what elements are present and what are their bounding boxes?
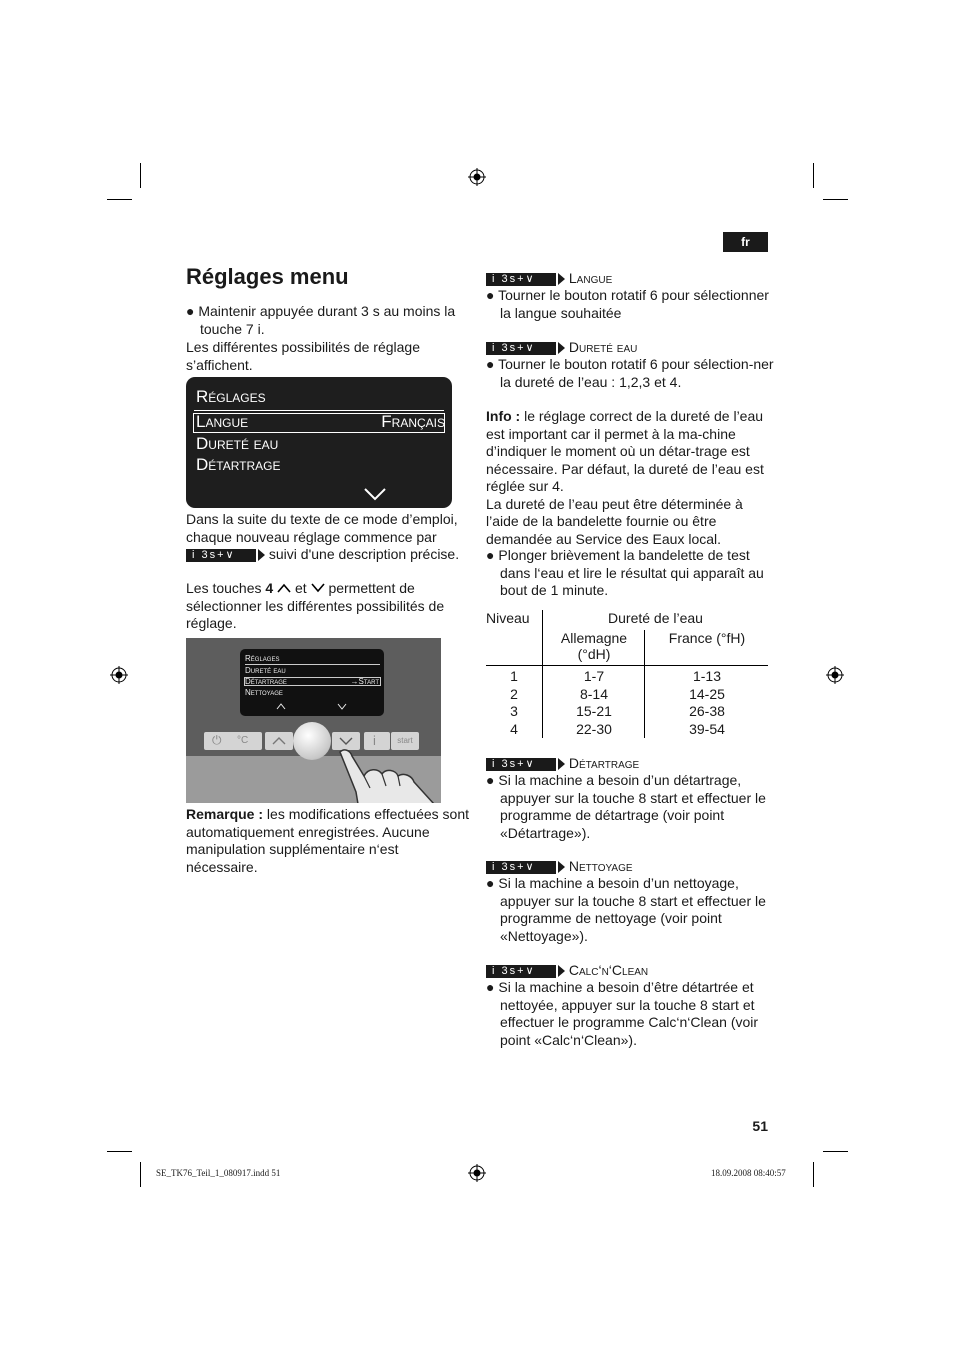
table-cell-fr: 1-13 (692, 668, 722, 684)
chevron-up-icon (272, 737, 286, 745)
chevron-down-icon (364, 488, 386, 501)
language-tab: fr (723, 232, 768, 252)
settings-bar-icon: i 3s+∨ (486, 342, 556, 355)
hand-pointer-icon (334, 746, 441, 803)
arrow-right-icon (558, 965, 565, 977)
settings-bar-icon: i 3s+∨ (186, 549, 256, 562)
start-button[interactable]: start (391, 732, 419, 750)
crop-mark (823, 1151, 848, 1152)
page-number: 51 (752, 1118, 768, 1134)
arrow-right-icon (558, 758, 565, 770)
arrow-right-icon (558, 273, 565, 285)
arrow-right-icon (558, 861, 565, 873)
section-heading-detartrage: i 3s+∨ Détartrage (486, 755, 639, 773)
settings-bar-icon: i 3s+∨ (486, 758, 556, 771)
table-header-de: Allemagne (°dH) (560, 630, 628, 662)
table-header-durete: Dureté de l’eau (608, 610, 703, 626)
chevron-down-icon (337, 703, 347, 710)
table-cell-de: 1-7 (583, 668, 605, 684)
chevron-up-icon (276, 703, 286, 710)
settings-bar-icon: i 3s+∨ (486, 273, 556, 286)
table-cell-de: 15-21 (576, 703, 612, 719)
instruction-bullet: ● Tourner le bouton rotatif 6 pour sélection-ner la dureté de l’eau : 1,2,3 et 4. (486, 356, 774, 390)
arrow-right-icon (558, 342, 565, 354)
paragraph: Les touches 4 et permettent de sélectionner les différentes possibilités de réglage. (186, 580, 445, 631)
section-heading-langue: i 3s+∨ Langue (486, 270, 612, 288)
registration-mark-icon (468, 168, 486, 186)
section-heading-calc: i 3s+∨ Calc‘n‘Clean (486, 962, 648, 980)
power-button[interactable]: ⏻ °C (204, 732, 262, 750)
section-heading-nettoyage: i 3s+∨ Nettoyage (486, 858, 633, 876)
crop-mark (813, 1162, 814, 1187)
lcd-line-durete: Dureté eau (196, 434, 279, 453)
instruction-bullet: ● Si la machine a besoin d’un nettoyage, appuyer sur la touche 8 start et effectuer le programme de nettoyage (voir point «Nettoyage»). (486, 875, 766, 944)
control-panel-photo (186, 638, 441, 803)
settings-bar-icon: i 3s+∨ (486, 861, 556, 874)
lcd-divider (194, 410, 444, 411)
lcd-line-langue: Langue (196, 412, 249, 431)
footer-file-info: SE_TK76_Teil_1_080917.indd 51 (156, 1168, 281, 1178)
lcd-line-reglages: Réglages (196, 387, 266, 406)
table-cell-niveau: 1 (510, 668, 518, 684)
crop-mark (140, 1162, 141, 1187)
chevron-down-icon (311, 583, 325, 593)
info-paragraph: Info : le réglage correct de la dureté de l’eau est important car il permet à la ma-chine d’indiquer le moment où un détar-trage est nécessaire. Par défaut, la dureté de l’eau est réglée sur 4. La dureté de l’eau peut être déterminée à l’aide de la bandelette fournie ou être demandée au Service des Eaux local. (486, 408, 764, 547)
chevron-down-icon (339, 737, 353, 745)
paragraph: Les différentes possibilités de réglage s’affichent. (186, 339, 421, 373)
page-title: Réglages menu (186, 264, 349, 289)
table-cell-de: 22-30 (576, 720, 612, 737)
instruction-bullet: ● Plonger brièvement la bandelette de test dans l‘eau et lire le résultat qui apparaît au bout de 1 minute. (486, 547, 764, 598)
chevron-up-icon (277, 583, 291, 593)
crop-mark (107, 199, 132, 200)
instruction-bullet: ● Si la machine a besoin d’un détartrage, appuyer sur la touche 8 start et effectuer le programme de détartrage (voir point «Détartrage»). (486, 772, 766, 841)
registration-mark-icon (110, 666, 128, 684)
registration-mark-icon (468, 1164, 486, 1182)
table-cell-de: 8-14 (579, 685, 609, 702)
power-icon: ⏻ (212, 733, 222, 747)
table-cell-niveau: 4 (510, 720, 518, 737)
crop-mark (823, 199, 848, 200)
photo-display: Réglages Dureté eau Détartrage →Start Nettoyage (240, 649, 384, 716)
lcd-line-langue-value: Français (381, 412, 445, 431)
table-cell-niveau: 2 (510, 685, 518, 702)
remark: Remarque : les modifications effectuées sont automatiquement enregistrées. Aucune manipulation supplémentaire n‘est nécessaire. (186, 806, 469, 875)
arrow-right-icon (258, 549, 265, 561)
up-button[interactable] (265, 732, 293, 750)
rotary-knob[interactable] (293, 722, 331, 760)
footer-date: 18.09.2008 08:40:57 (711, 1168, 786, 1178)
crop-mark (140, 163, 141, 188)
crop-mark (813, 163, 814, 188)
paragraph: Dans la suite du texte de ce mode d’emploi, chaque nouveau réglage commence par i 3s+∨ suivi d'une description précise. (186, 511, 460, 562)
lcd-display (186, 377, 452, 508)
table-cell-niveau: 3 (510, 703, 518, 719)
table-cell-fr: 26-38 (689, 703, 725, 719)
table-cell-fr: 14-25 (689, 685, 725, 702)
instruction-bullet: ● Tourner le bouton rotatif 6 pour sélectionner la langue souhaitée (486, 287, 769, 321)
table-header-niveau: Niveau (486, 610, 530, 626)
table-cell-fr: 39-54 (689, 720, 725, 737)
info-icon: i (373, 733, 376, 748)
instruction-bullet: ● Si la machine a besoin d’être détartrée et nettoyée, appuyer sur la touche 8 start et effectuer le programme Calc‘n‘Clean (voir point «Calc‘n‘Clean»). (486, 979, 759, 1048)
table-header-fr: France (°fH) (668, 630, 746, 646)
registration-mark-icon (826, 666, 844, 684)
instruction-bullet: ● Maintenir appuyée durant 3 s au moins la touche 7 i. (186, 303, 456, 337)
settings-bar-icon: i 3s+∨ (486, 965, 556, 978)
section-heading-durete: i 3s+∨ Dureté eau (486, 339, 637, 357)
lcd-line-detartrage: Détartrage (196, 455, 281, 474)
crop-mark (107, 1151, 132, 1152)
